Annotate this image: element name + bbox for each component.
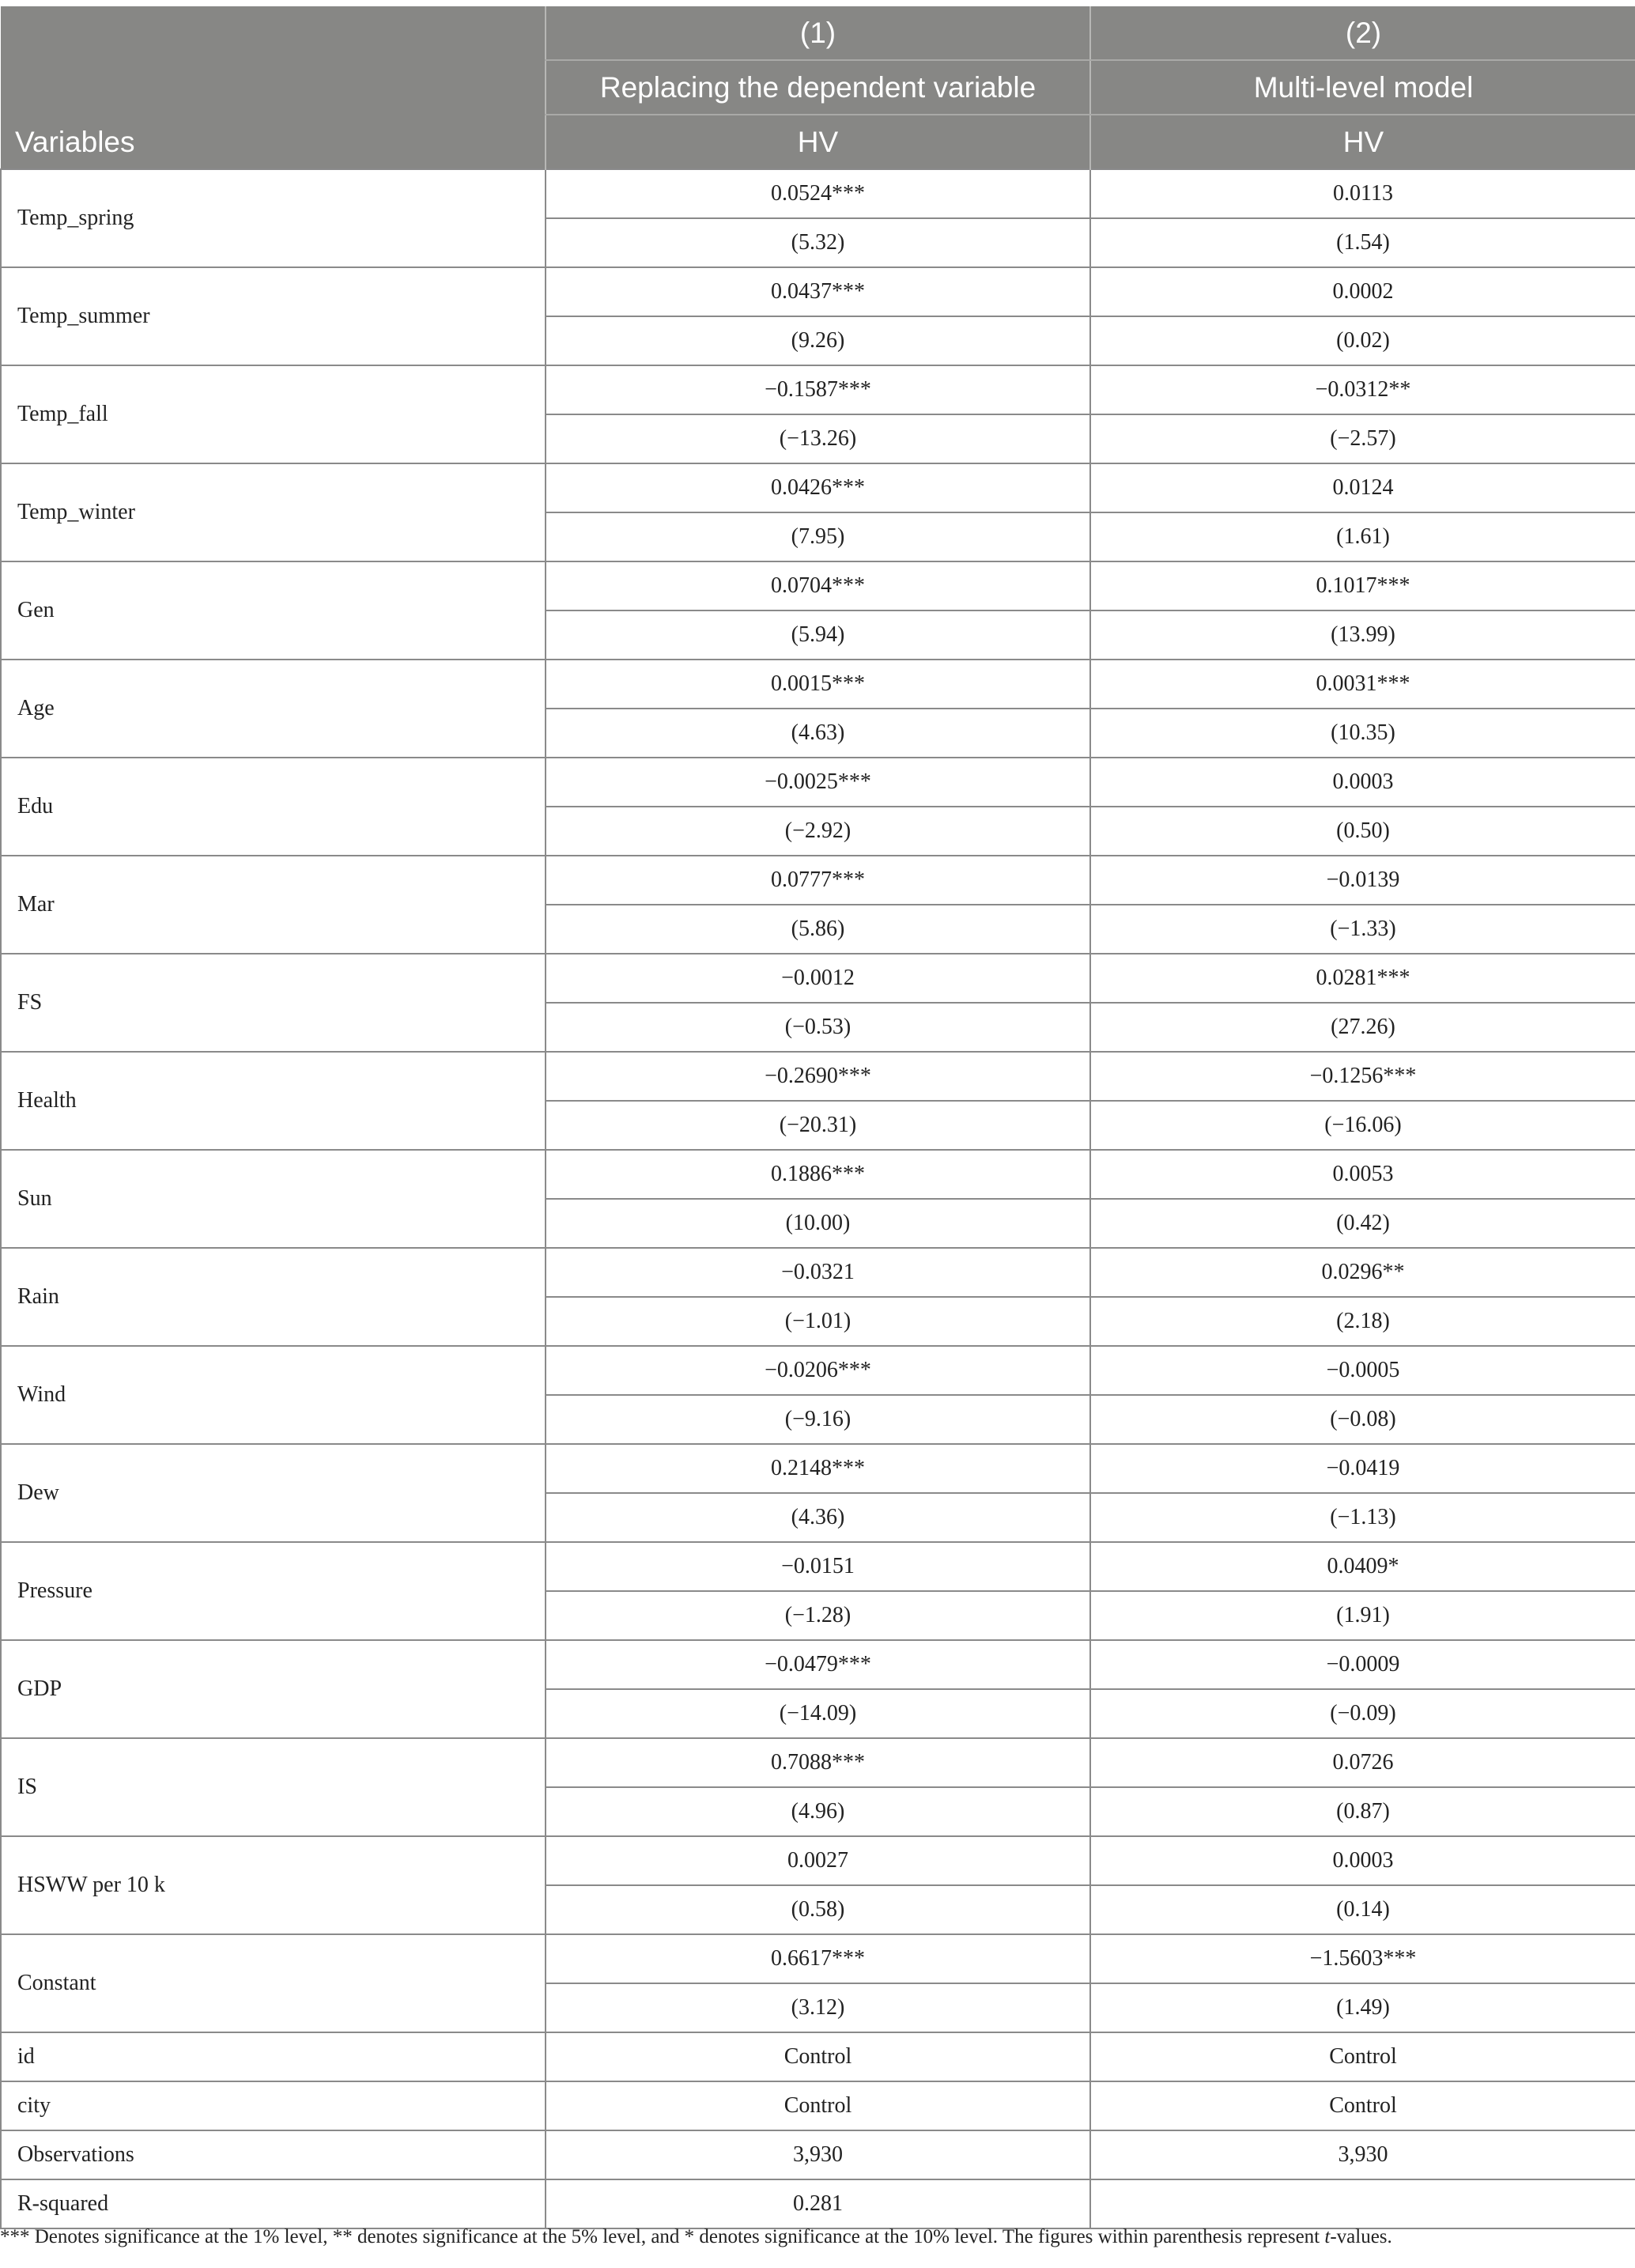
coefficient-model-2: −0.0009 xyxy=(1090,1640,1635,1689)
t-value-model-1: (5.94) xyxy=(546,610,1090,660)
column-title-2: Multi-level model xyxy=(1090,60,1635,115)
column-number-2: (2) xyxy=(1090,6,1635,60)
t-value-model-2: (1.61) xyxy=(1090,512,1635,561)
t-value-model-2: (13.99) xyxy=(1090,610,1635,660)
variable-name: Edu xyxy=(1,758,546,856)
t-value-model-1: (10.00) xyxy=(546,1199,1090,1248)
t-value-model-1: (−20.31) xyxy=(546,1101,1090,1150)
variable-name: FS xyxy=(1,954,546,1052)
coefficient-row xyxy=(1,758,1635,807)
t-value-model-2: (0.50) xyxy=(1090,807,1635,856)
t-value-model-1: (9.26) xyxy=(546,316,1090,365)
variable-name: Mar xyxy=(1,856,546,954)
summary-model-1: Control xyxy=(546,2081,1090,2130)
t-value-model-1: (−9.16) xyxy=(546,1395,1090,1444)
summary-label: id xyxy=(1,2032,546,2081)
variable-name: Constant xyxy=(1,1934,546,2032)
summary-model-2: 3,930 xyxy=(1090,2130,1635,2179)
dependent-variable-2: HV xyxy=(1090,115,1635,169)
coefficient-model-2: 0.0031*** xyxy=(1090,660,1635,709)
coefficient-model-2: −0.0139 xyxy=(1090,856,1635,905)
t-value-model-2: (0.14) xyxy=(1090,1885,1635,1934)
coefficient-model-1: −0.0479*** xyxy=(546,1640,1090,1689)
t-value-model-2: (10.35) xyxy=(1090,709,1635,758)
table-body xyxy=(1,169,1635,2228)
variable-name: Temp_fall xyxy=(1,365,546,463)
coefficient-model-2: −0.0005 xyxy=(1090,1346,1635,1395)
summary-label: R-squared xyxy=(1,2179,546,2228)
t-value-model-1: (4.36) xyxy=(546,1493,1090,1542)
footnote-tail: -values. xyxy=(1330,2226,1392,2247)
coefficient-model-2: 0.0124 xyxy=(1090,463,1635,512)
variable-name: Health xyxy=(1,1052,546,1150)
summary-model-2 xyxy=(1090,2179,1635,2228)
coefficient-model-2: 0.0053 xyxy=(1090,1150,1635,1199)
t-value-model-1: (−2.92) xyxy=(546,807,1090,856)
dependent-variable-1: HV xyxy=(546,115,1090,169)
summary-model-1: Control xyxy=(546,2032,1090,2081)
coefficient-row xyxy=(1,1640,1635,1689)
coefficient-row xyxy=(1,1150,1635,1199)
column-title-1: Replacing the dependent variable xyxy=(546,60,1090,115)
variable-name: IS xyxy=(1,1738,546,1836)
coefficient-model-2: 0.0281*** xyxy=(1090,954,1635,1003)
coefficient-row xyxy=(1,1738,1635,1787)
coefficient-model-1: −0.0321 xyxy=(546,1248,1090,1297)
coefficient-row xyxy=(1,1542,1635,1591)
t-value-model-1: (−14.09) xyxy=(546,1689,1090,1738)
regression-results-table xyxy=(0,6,1635,2229)
coefficient-model-2: 0.0409* xyxy=(1090,1542,1635,1591)
coefficient-model-2: 0.0726 xyxy=(1090,1738,1635,1787)
t-value-model-2: (−16.06) xyxy=(1090,1101,1635,1150)
t-value-model-1: (−0.53) xyxy=(546,1003,1090,1052)
coefficient-model-2: −1.5603*** xyxy=(1090,1934,1635,1983)
coefficient-model-1: 0.2148*** xyxy=(546,1444,1090,1493)
t-value-model-1: (5.86) xyxy=(546,905,1090,954)
variable-name: Temp_summer xyxy=(1,267,546,365)
coefficient-model-1: 0.0437*** xyxy=(546,267,1090,316)
coefficient-row xyxy=(1,1346,1635,1395)
coefficient-model-1: −0.0151 xyxy=(546,1542,1090,1591)
summary-label: Observations xyxy=(1,2130,546,2179)
t-value-model-2: (−0.08) xyxy=(1090,1395,1635,1444)
coefficient-row xyxy=(1,561,1635,610)
t-value-model-2: (−1.13) xyxy=(1090,1493,1635,1542)
t-value-model-2: (1.49) xyxy=(1090,1983,1635,2032)
coefficient-model-1: 0.0027 xyxy=(546,1836,1090,1885)
column-number-1: (1) xyxy=(546,6,1090,60)
coefficient-model-1: 0.0015*** xyxy=(546,660,1090,709)
variable-name: Gen xyxy=(1,561,546,660)
coefficient-row xyxy=(1,1934,1635,1983)
summary-label: city xyxy=(1,2081,546,2130)
coefficient-model-1: 0.0704*** xyxy=(546,561,1090,610)
variable-name: Sun xyxy=(1,1150,546,1248)
footnote-text: *** Denotes significance at the 1% level, ** denotes significance at the 5% level, and * denotes significance at the 10% level. The figures within parenthesis represent xyxy=(0,2226,1325,2247)
variable-name: Temp_spring xyxy=(1,169,546,267)
coefficient-model-2: 0.0113 xyxy=(1090,169,1635,218)
variables-header: Variables xyxy=(1,6,546,169)
coefficient-row xyxy=(1,954,1635,1003)
coefficient-model-2: 0.0296** xyxy=(1090,1248,1635,1297)
coefficient-row xyxy=(1,1836,1635,1885)
summary-model-2: Control xyxy=(1090,2081,1635,2130)
coefficient-row xyxy=(1,169,1635,218)
coefficient-row xyxy=(1,856,1635,905)
variable-name: Pressure xyxy=(1,1542,546,1640)
variable-name: HSWW per 10 k xyxy=(1,1836,546,1934)
coefficient-row xyxy=(1,660,1635,709)
coefficient-model-1: −0.2690*** xyxy=(546,1052,1090,1101)
t-value-model-1: (4.96) xyxy=(546,1787,1090,1836)
t-value-model-2: (1.91) xyxy=(1090,1591,1635,1640)
t-value-model-2: (−0.09) xyxy=(1090,1689,1635,1738)
t-value-model-2: (0.02) xyxy=(1090,316,1635,365)
t-value-model-2: (2.18) xyxy=(1090,1297,1635,1346)
coefficient-model-2: 0.0003 xyxy=(1090,758,1635,807)
t-value-model-2: (27.26) xyxy=(1090,1003,1635,1052)
t-value-model-1: (3.12) xyxy=(546,1983,1090,2032)
coefficient-model-2: 0.1017*** xyxy=(1090,561,1635,610)
t-value-model-2: (1.54) xyxy=(1090,218,1635,267)
coefficient-model-2: −0.1256*** xyxy=(1090,1052,1635,1101)
variable-name: Temp_winter xyxy=(1,463,546,561)
t-value-model-2: (−2.57) xyxy=(1090,414,1635,463)
summary-row xyxy=(1,2081,1635,2130)
t-value-model-1: (5.32) xyxy=(546,218,1090,267)
coefficient-row xyxy=(1,1248,1635,1297)
summary-row xyxy=(1,2032,1635,2081)
coefficient-model-2: −0.0312** xyxy=(1090,365,1635,414)
coefficient-row xyxy=(1,463,1635,512)
coefficient-row xyxy=(1,1444,1635,1493)
coefficient-model-1: −0.0012 xyxy=(546,954,1090,1003)
coefficient-model-2: −0.0419 xyxy=(1090,1444,1635,1493)
coefficient-model-1: −0.0206*** xyxy=(546,1346,1090,1395)
variable-name: Rain xyxy=(1,1248,546,1346)
table-header xyxy=(1,6,1635,169)
coefficient-model-1: 0.1886*** xyxy=(546,1150,1090,1199)
variable-name: Age xyxy=(1,660,546,758)
t-value-model-2: (0.42) xyxy=(1090,1199,1635,1248)
t-value-model-1: (−13.26) xyxy=(546,414,1090,463)
coefficient-row xyxy=(1,365,1635,414)
table-footnote xyxy=(0,2226,1635,2248)
t-value-model-1: (−1.28) xyxy=(546,1591,1090,1640)
summary-model-2: Control xyxy=(1090,2032,1635,2081)
variable-name: Wind xyxy=(1,1346,546,1444)
coefficient-row xyxy=(1,267,1635,316)
coefficient-model-1: 0.0777*** xyxy=(546,856,1090,905)
summary-model-1: 0.281 xyxy=(546,2179,1090,2228)
t-value-model-1: (−1.01) xyxy=(546,1297,1090,1346)
summary-row xyxy=(1,2130,1635,2179)
regression-table-page xyxy=(0,6,1635,2229)
variable-name: Dew xyxy=(1,1444,546,1542)
coefficient-row xyxy=(1,1052,1635,1101)
coefficient-model-1: 0.0426*** xyxy=(546,463,1090,512)
coefficient-model-1: −0.0025*** xyxy=(546,758,1090,807)
coefficient-model-1: 0.6617*** xyxy=(546,1934,1090,1983)
coefficient-model-2: 0.0002 xyxy=(1090,267,1635,316)
t-value-model-2: (0.87) xyxy=(1090,1787,1635,1836)
coefficient-model-2: 0.0003 xyxy=(1090,1836,1635,1885)
coefficient-model-1: 0.0524*** xyxy=(546,169,1090,218)
t-value-model-2: (−1.33) xyxy=(1090,905,1635,954)
summary-model-1: 3,930 xyxy=(546,2130,1090,2179)
summary-row xyxy=(1,2179,1635,2228)
t-value-model-1: (0.58) xyxy=(546,1885,1090,1934)
t-value-model-1: (4.63) xyxy=(546,709,1090,758)
footnote-emphasis: t xyxy=(1324,2226,1331,2247)
variable-name: GDP xyxy=(1,1640,546,1738)
t-value-model-1: (7.95) xyxy=(546,512,1090,561)
coefficient-model-1: −0.1587*** xyxy=(546,365,1090,414)
coefficient-model-1: 0.7088*** xyxy=(546,1738,1090,1787)
